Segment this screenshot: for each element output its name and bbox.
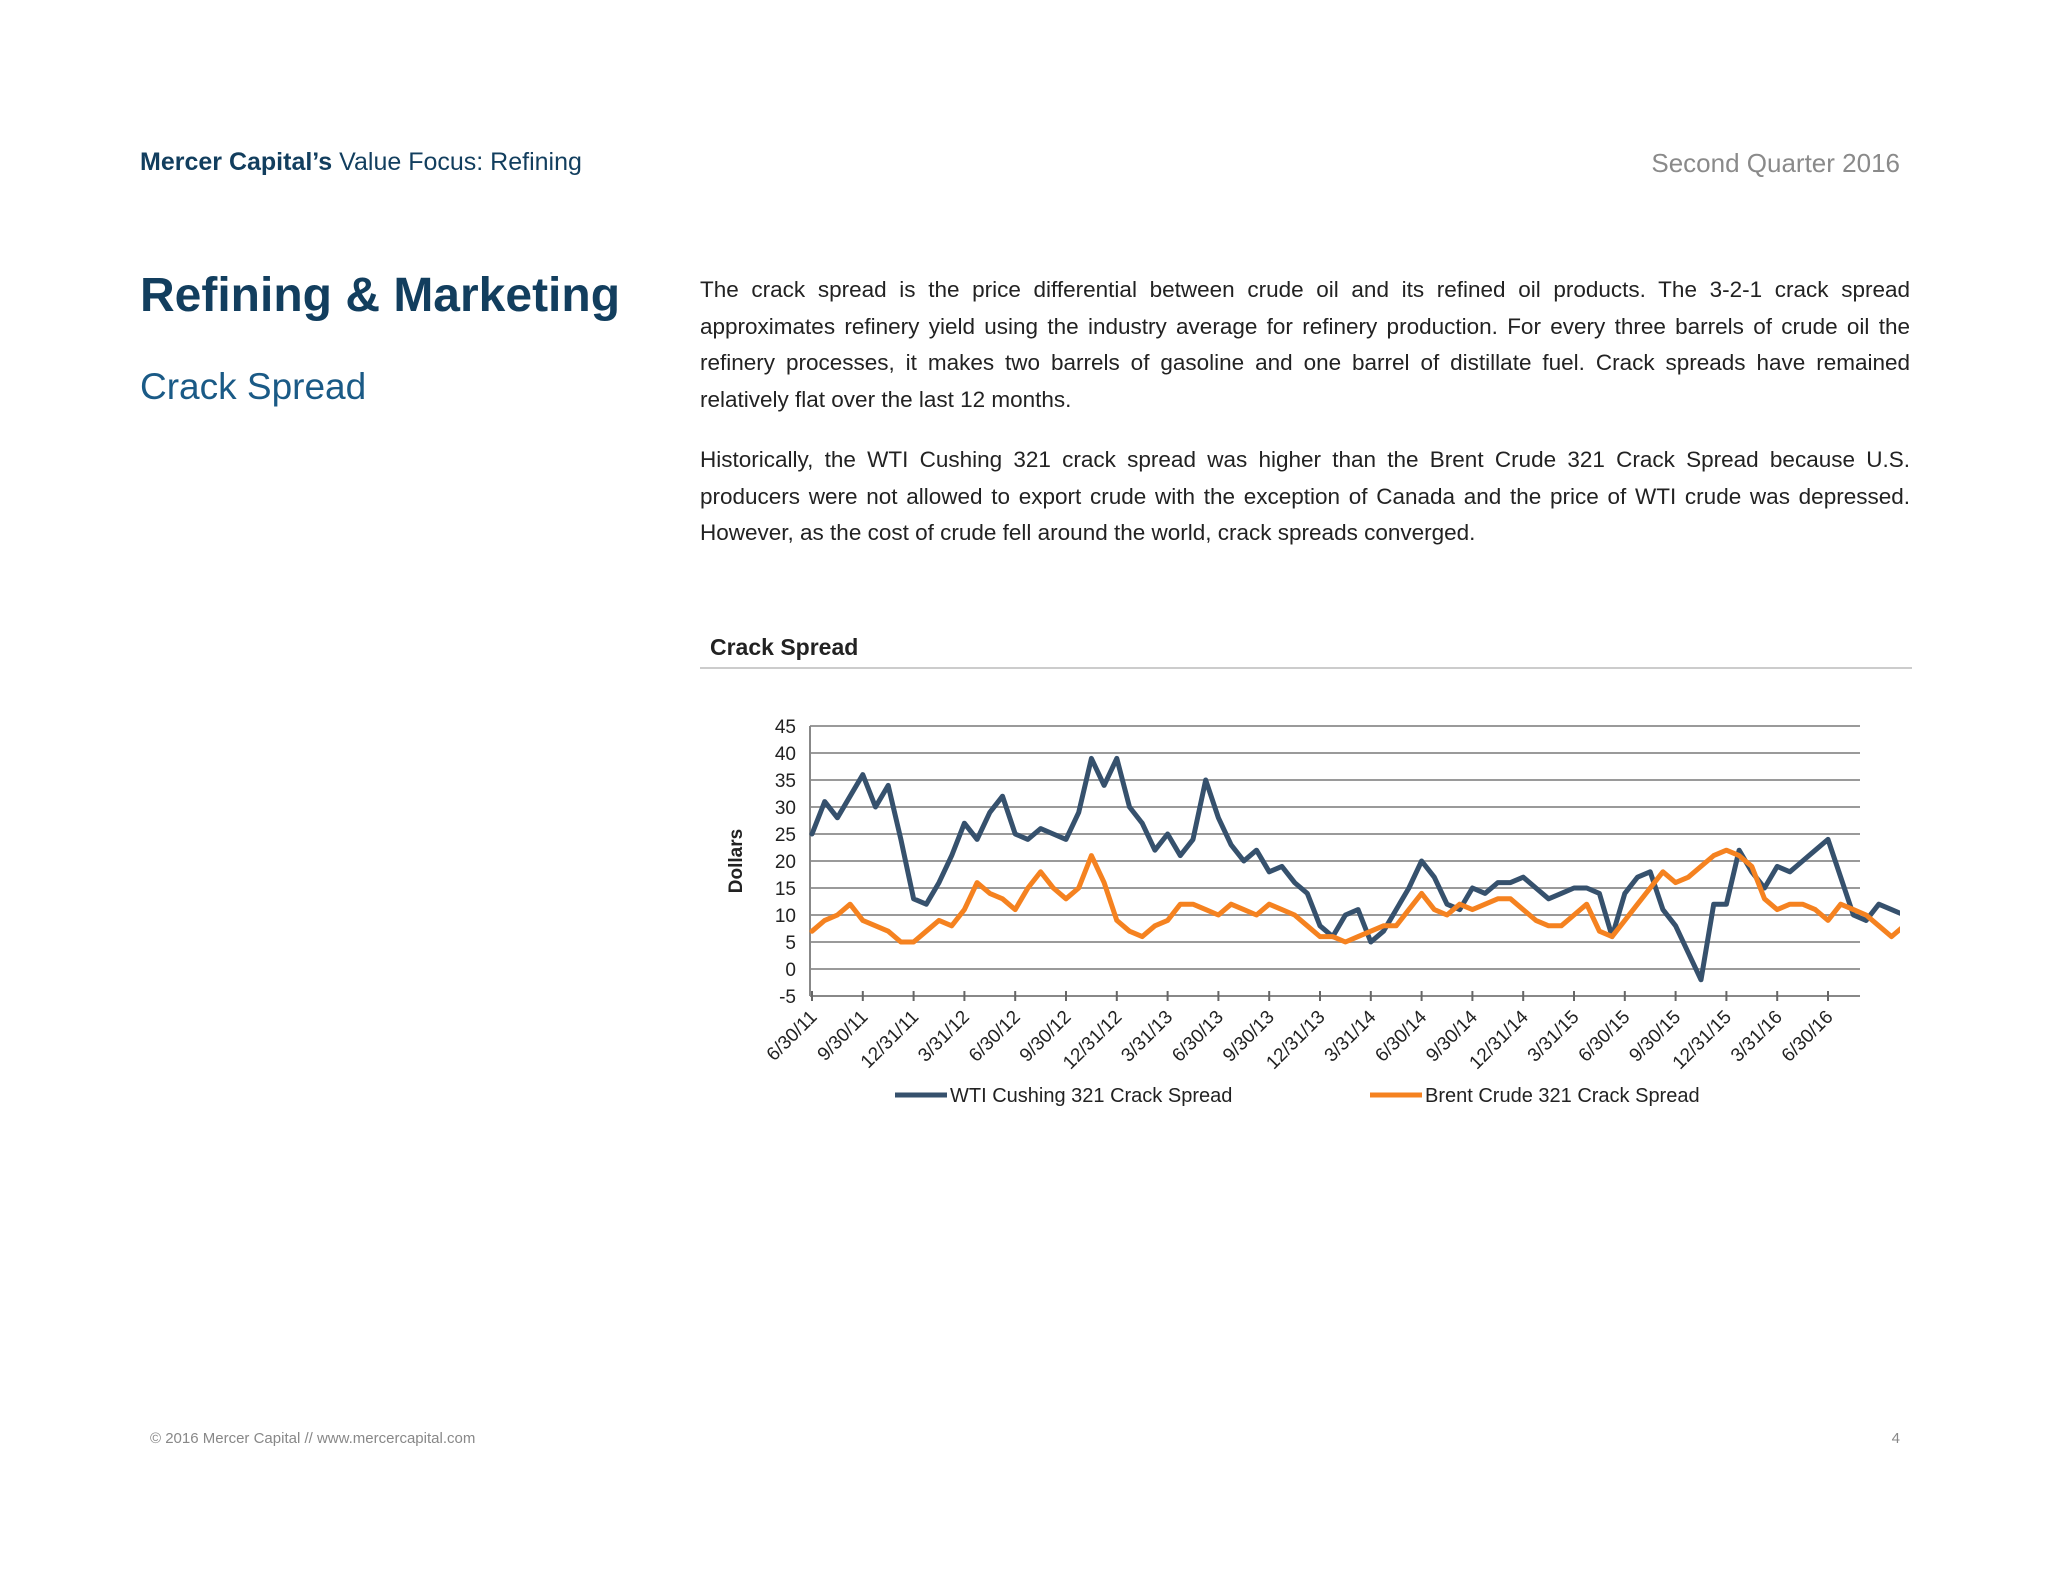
x-tick-label: 3/31/13 — [1117, 1006, 1178, 1067]
x-tick-label: 6/30/14 — [1371, 1006, 1432, 1067]
x-tick-label: 3/31/14 — [1320, 1006, 1381, 1067]
body-paragraph-2: Historically, the WTI Cushing 321 crack spread was higher than the Brent Crude 321 Crack Spread because U.S. producers were not allowed to export crude with the exception of Canada and the price of WTI crude was depressed. However, as the cost of crude fell around the world, crack spreads converged. — [700, 447, 1910, 545]
x-tick-label: 6/30/13 — [1168, 1006, 1228, 1067]
x-tick-label: 12/31/12 — [1059, 1006, 1127, 1074]
x-tick-label: 12/31/11 — [856, 1006, 924, 1073]
section-subtitle: Crack Spread — [140, 366, 367, 407]
x-tick-label: 6/30/15 — [1574, 1006, 1635, 1067]
x-tick-label: 9/30/14 — [1422, 1006, 1482, 1067]
x-tick-label: 6/30/16 — [1777, 1006, 1838, 1067]
y-tick-label: 30 — [774, 798, 796, 819]
y-tick-label: 0 — [785, 960, 796, 981]
header-publication — [140, 148, 582, 177]
legend-label: Brent Crude 321 Crack Spread — [1425, 1085, 1700, 1107]
y-tick-label: 15 — [774, 879, 796, 900]
chart-title: Crack Spread — [710, 634, 859, 660]
chart-title-divider — [700, 667, 1912, 669]
crack-spread-chart — [700, 690, 1900, 1120]
body-text — [700, 272, 1910, 576]
y-tick-label: 40 — [774, 744, 796, 765]
x-tick-label: 6/30/12 — [965, 1006, 1025, 1067]
y-tick-label: 10 — [774, 906, 796, 927]
y-tick-label: -5 — [779, 987, 796, 1008]
x-tick-label: 12/31/15 — [1668, 1006, 1736, 1074]
x-tick-label: 3/31/16 — [1727, 1006, 1787, 1067]
x-tick-label: 9/30/11 — [813, 1006, 873, 1066]
x-tick-label: 3/31/12 — [914, 1006, 974, 1067]
x-tick-label: 12/31/13 — [1262, 1006, 1330, 1074]
y-axis-title: Dollars — [726, 828, 747, 894]
header-period: Second Quarter 2016 — [1651, 148, 1900, 178]
series-line-wti — [812, 758, 1900, 979]
body-paragraph-1: The crack spread is the price differential between crude oil and its refined oil products. The 3-2-1 crack spread approximates refinery yield using the industry average for refinery production. For every three barrels of crude oil the refinery processes, it makes two barrels of gasoline and one barrel of distillate fuel. Crack spreads have remained relatively flat over the last 12 months. — [700, 277, 1910, 412]
x-tick-label: 12/31/14 — [1465, 1006, 1533, 1074]
section-title: Refining & Marketing — [140, 269, 621, 322]
x-tick-label: 9/30/13 — [1219, 1006, 1279, 1067]
y-tick-label: 20 — [774, 852, 796, 873]
footer-copyright: © 2016 Mercer Capital // www.mercercapital.com — [150, 1430, 476, 1447]
y-tick-label: 35 — [774, 771, 796, 792]
header-publication-name: Value Focus: Refining — [332, 148, 582, 176]
x-tick-label: 9/30/15 — [1625, 1006, 1686, 1067]
header-brand: Mercer Capital’s — [140, 148, 333, 176]
y-tick-label: 5 — [785, 933, 796, 954]
x-tick-label: 9/30/12 — [1015, 1006, 1076, 1067]
x-tick-label: 6/30/11 — [762, 1006, 822, 1066]
x-tick-label: 3/31/15 — [1523, 1006, 1584, 1067]
y-tick-label: 25 — [774, 825, 796, 846]
y-tick-label: 45 — [774, 717, 796, 738]
footer-page-number: 4 — [1891, 1430, 1900, 1447]
legend-label: WTI Cushing 321 Crack Spread — [950, 1085, 1233, 1107]
